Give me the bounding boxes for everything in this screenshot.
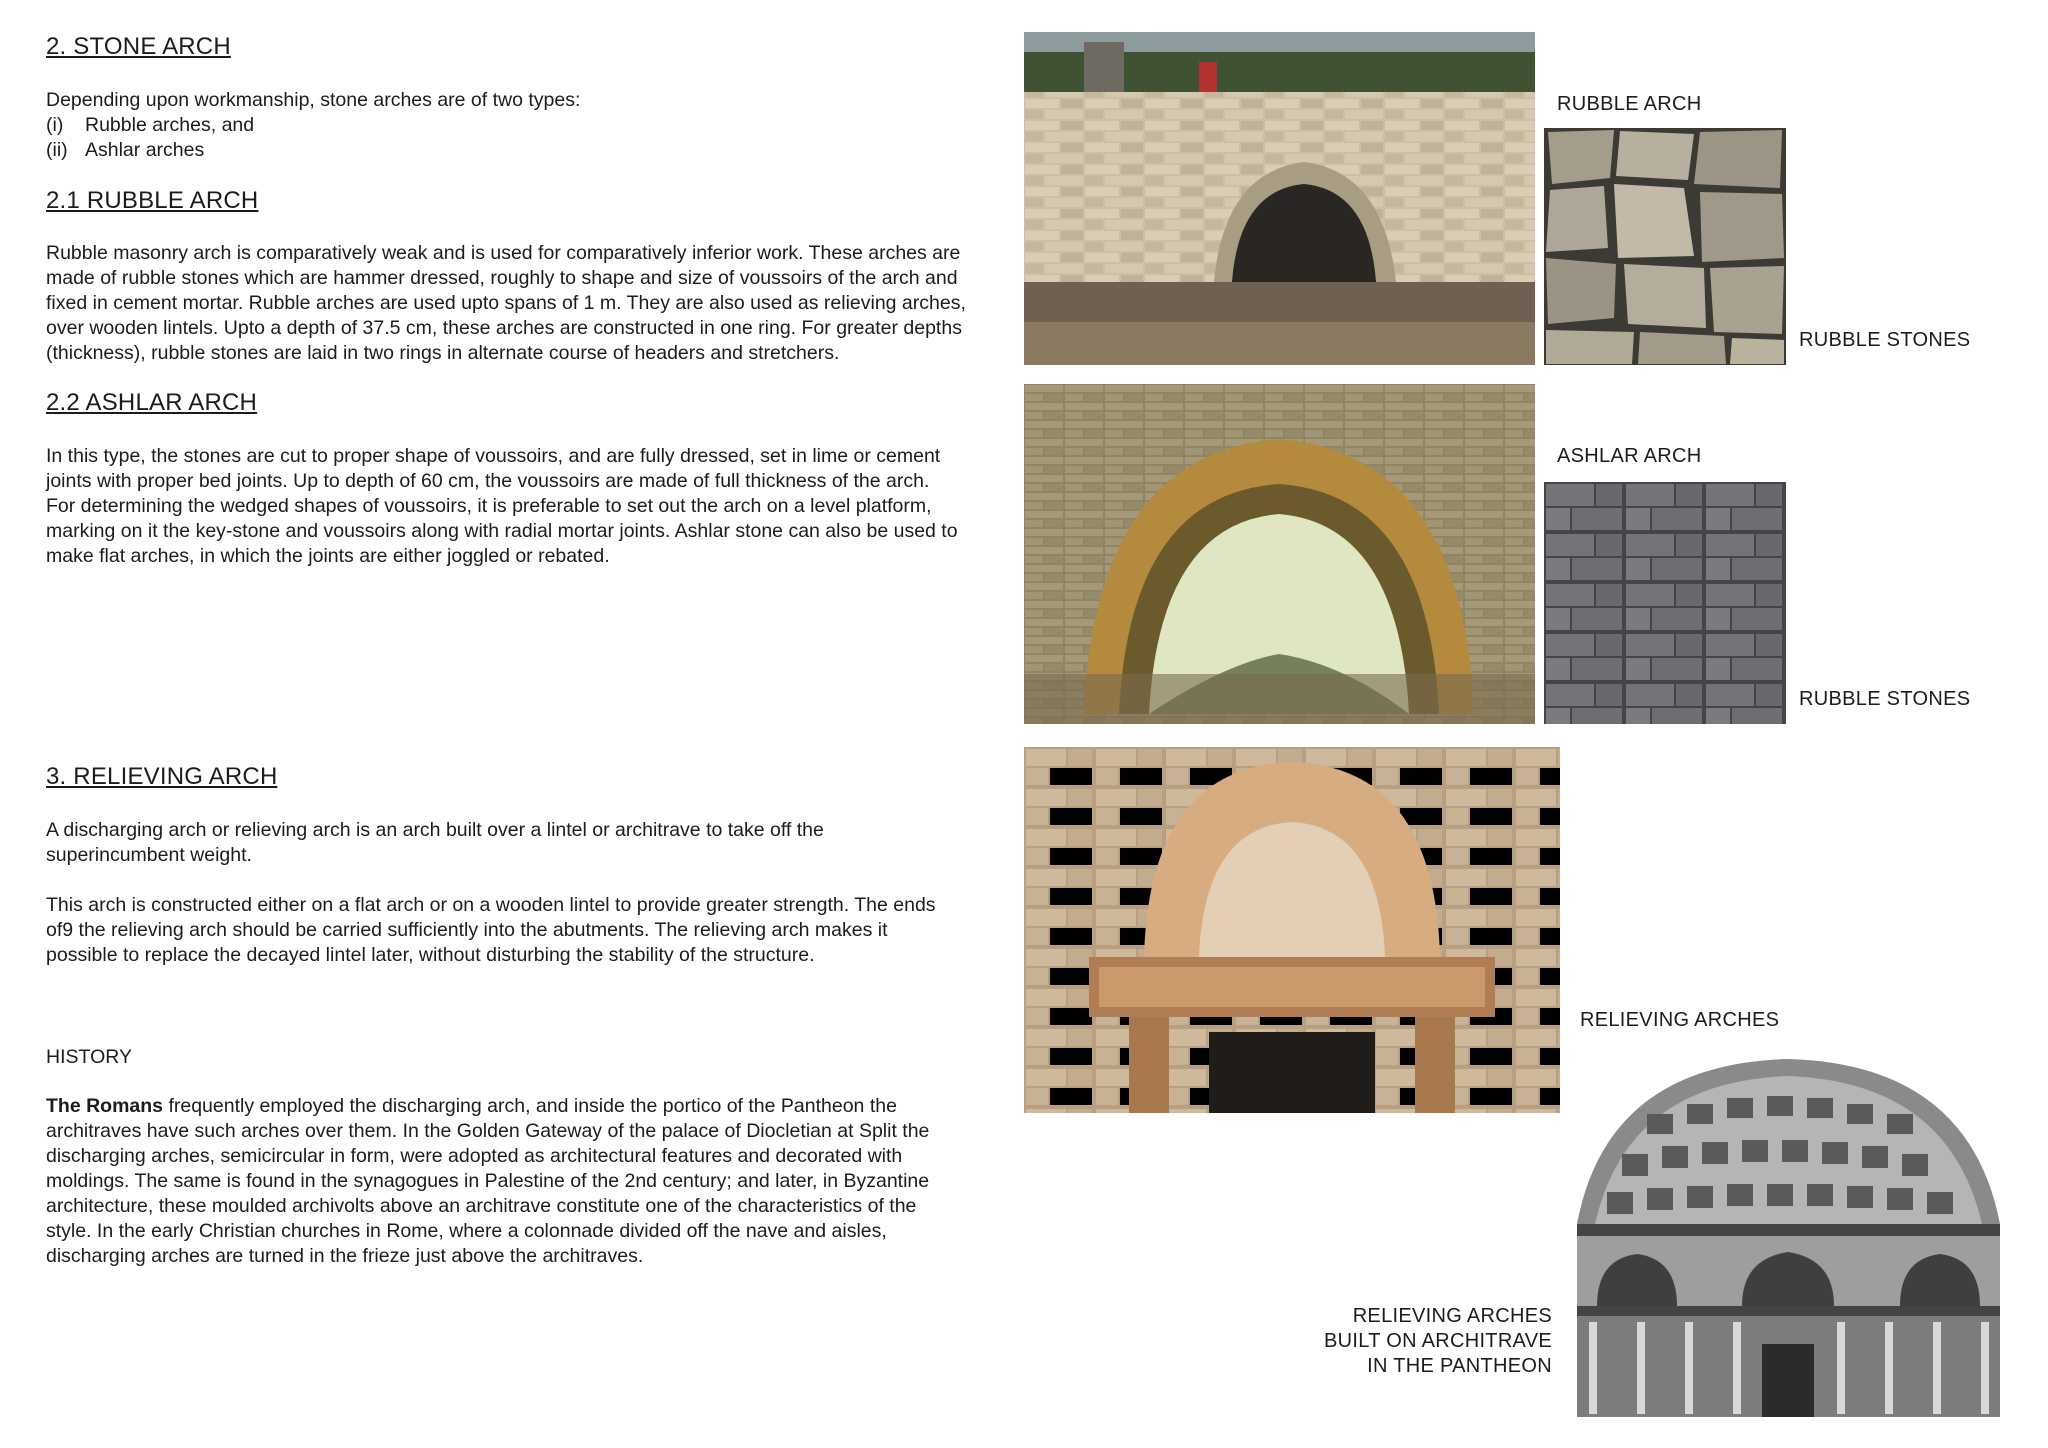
list-item: [46, 138, 1026, 163]
relieving-arch-heading-wrap: [46, 763, 277, 791]
list-number: (ii): [46, 139, 68, 161]
text-line: moldings. The same is found in the synagogues in Palestine of the 2nd century; and later, in Byzantine: [46, 1170, 930, 1192]
history-paragraph: [46, 1094, 1046, 1269]
text-line: superincumbent weight.: [46, 844, 252, 866]
intro-text: Depending upon workmanship, stone arches are of two types:: [46, 89, 581, 111]
stone-arch-section: [46, 33, 1026, 61]
ashlar-stones-photo: [1544, 482, 1786, 724]
text-line: style. In the early Christian churches in Rome, where a colonnade divided off the nave and aisles,: [46, 1220, 887, 1242]
list-text: Rubble arches, and: [85, 114, 255, 136]
text-line: possible to replace the decayed lintel later, without disturbing the stability of the structure.: [46, 944, 815, 966]
text-line: over wooden lintels. Upto a depth of 37.5 cm, these arches are constructed in one ring. For greater depths: [46, 317, 962, 339]
caption-rubble-stones-1: RUBBLE STONES: [1799, 329, 1971, 351]
caption-rubble-stones-2: RUBBLE STONES: [1799, 688, 1971, 710]
rubble-arch-photo: [1024, 32, 1535, 365]
text-line: made of rubble stones which are hammer dressed, roughly to shape and size of voussoirs of the arch and: [46, 267, 958, 289]
relieving-arch-photo: [1024, 747, 1560, 1113]
text-line: A discharging arch or relieving arch is an arch built over a lintel or architrave to take off the: [46, 819, 824, 841]
relieving-arch-paragraph-1: [46, 818, 1046, 868]
stone-arch-intro: [46, 88, 1026, 163]
ashlar-arch-paragraph: [46, 444, 1046, 569]
text-line: of9 the relieving arch should be carried sufficiently into the abutments. The relieving arch makes it: [46, 919, 888, 941]
rubble-arch-paragraph: [46, 241, 1046, 366]
caption-line: IN THE PANTHEON: [1367, 1355, 1552, 1377]
ashlar-arch-photo: [1024, 384, 1535, 724]
text-line: Rubble masonry arch is comparatively weak and is used for comparatively inferior work. These arches are: [46, 242, 961, 264]
history-heading: HISTORY: [46, 1046, 132, 1068]
text-line: For determining the wedged shapes of voussoirs, it is preferable to set out the arch on a level platform,: [46, 495, 932, 517]
caption-rubble-arch: RUBBLE ARCH: [1557, 93, 1702, 115]
caption-ashlar-arch: ASHLAR ARCH: [1557, 445, 1702, 467]
text-line: This arch is constructed either on a flat arch or on a wooden lintel to provide greater strength. The ends: [46, 894, 936, 916]
caption-relieving-arches: RELIEVING ARCHES: [1580, 1009, 1780, 1031]
text-line: In this type, the stones are cut to proper shape of voussoirs, and are fully dressed, set in lime or cement: [46, 445, 941, 467]
text-run: frequently employed the discharging arch, and inside the portico of the Pantheon the: [163, 1095, 897, 1117]
text-line: architraves have such arches over them. In the Golden Gateway of the palace of Diocletian at Split the: [46, 1120, 930, 1142]
text-line: [46, 1094, 1046, 1119]
bold-lead: The Romans: [46, 1095, 164, 1117]
heading-stone-arch: 2. STONE ARCH: [46, 33, 231, 60]
text-line: marking on it the key-stone and voussoirs along with radial mortar joints. Ashlar stone can also be used to: [46, 520, 958, 542]
text-line: architecture, these moulded archivolts above an architrave constitute one of the characteristics of the: [46, 1195, 917, 1217]
pantheon-section-drawing: [1567, 1054, 2010, 1417]
caption-line: RELIEVING ARCHES: [1352, 1305, 1552, 1327]
relieving-arch-paragraph-2: [46, 893, 1046, 968]
list-item: [46, 113, 1026, 138]
heading-rubble-arch: 2.1 RUBBLE ARCH: [46, 187, 259, 214]
text-line: discharging arches, semicircular in form, were adopted as architectural features and decorated with: [46, 1145, 903, 1167]
ashlar-arch-heading-wrap: [46, 389, 257, 417]
list-text: Ashlar arches: [85, 139, 205, 161]
caption-line: BUILT ON ARCHITRAVE: [1324, 1330, 1552, 1352]
text-line: (thickness), rubble stones are laid in two rings in alternate course of headers and stretchers.: [46, 342, 840, 364]
rubble-stones-photo: [1544, 128, 1786, 365]
text-line: make flat arches, in which the joints are either joggled or rebated.: [46, 545, 610, 567]
heading-ashlar-arch: 2.2 ASHLAR ARCH: [46, 389, 258, 416]
text-line: fixed in cement mortar. Rubble arches are used upto spans of 1 m. They are also used as relieving arches,: [46, 292, 966, 314]
text-line: joints with proper bed joints. Up to depth of 60 cm, the voussoirs are made of full thickness of the arch.: [46, 470, 930, 492]
text-line: discharging arches are turned in the frieze just above the architraves.: [46, 1245, 644, 1267]
list-number: (i): [46, 114, 64, 136]
rubble-arch-heading-wrap: [46, 187, 258, 215]
heading-relieving-arch: 3. RELIEVING ARCH: [46, 763, 278, 790]
caption-pantheon: [1300, 1304, 1552, 1379]
